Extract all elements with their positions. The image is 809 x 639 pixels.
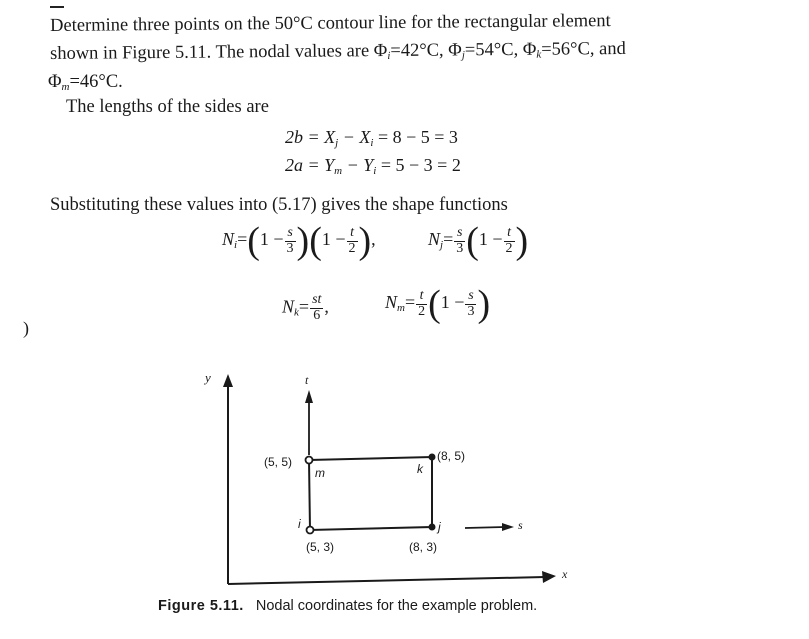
node-label-j: j <box>438 520 441 534</box>
problem-line-3: $\Phi_m=46^\circ C$. <box>48 72 123 93</box>
t-axis-arrowhead <box>305 390 313 403</box>
node-label-k: k <box>417 462 423 476</box>
node-k <box>429 454 436 461</box>
shape-function-nk: $N_k=$ $\frac{st}{6}$ , <box>282 292 329 323</box>
problem-line-2: shown in Figure 5.11. The nodal values are $\Phi_i=42^\circ C$, $\Phi_j=54^\circ C$, $\Phi_k=56^\circ C$, and <box>49 38 626 64</box>
equation-2a: $2a = Y_m - Y_i = 5 - 3 = 2$ <box>285 155 461 177</box>
shape-function-nm: $N_m=$ $\frac{t}{2}$ (1 − $\frac{s}{3}$ ) <box>385 283 491 325</box>
s-axis-line <box>465 527 505 528</box>
substituting-line: Substituting these values into (5.17) gives the shape functions <box>50 195 508 215</box>
figure-caption-text: Nodal coordinates for the example problem. <box>255 598 538 614</box>
axis-label-x: x <box>562 567 568 581</box>
rectangular-element <box>309 457 432 530</box>
axis-label-t: t <box>305 373 309 387</box>
equation-2b: $2b = X_j - X_i = 8 - 5 = 3$ <box>285 127 458 149</box>
coord-label-k: (8, 5) <box>437 449 466 463</box>
coord-label-m: (5, 5) <box>264 455 293 469</box>
s-axis-arrowhead <box>502 523 514 531</box>
figure-caption-label: Figure 5.11. <box>158 598 244 614</box>
y-axis-arrowhead <box>223 374 233 387</box>
problem-line-1: Determine three points on the 50°C contour line for the rectangular element <box>49 11 611 36</box>
margin-mark: ) <box>23 318 29 338</box>
x-axis-line <box>228 577 545 584</box>
shape-function-ni: $N_i=(1$ − $\frac{s}{3}$ )(1 − $\frac{t}{2}$ ), <box>222 220 376 262</box>
coord-label-i: (5, 3) <box>306 540 335 554</box>
node-m <box>306 457 313 464</box>
axis-label-y: y <box>205 370 211 385</box>
node-j <box>429 524 436 531</box>
node-label-m: m <box>315 466 325 480</box>
coord-label-j: (8, 3) <box>409 540 438 554</box>
node-label-i: i <box>298 517 301 531</box>
shape-function-nj: $N_j=$ $\frac{s}{3}$ (1 − $\frac{t}{2}$ ) <box>428 220 529 262</box>
lengths-intro: The lengths of the sides are <box>66 97 269 117</box>
figure-caption <box>158 598 537 614</box>
node-i <box>307 527 314 534</box>
axis-label-s: s <box>518 518 523 532</box>
x-axis-arrowhead <box>542 571 556 583</box>
